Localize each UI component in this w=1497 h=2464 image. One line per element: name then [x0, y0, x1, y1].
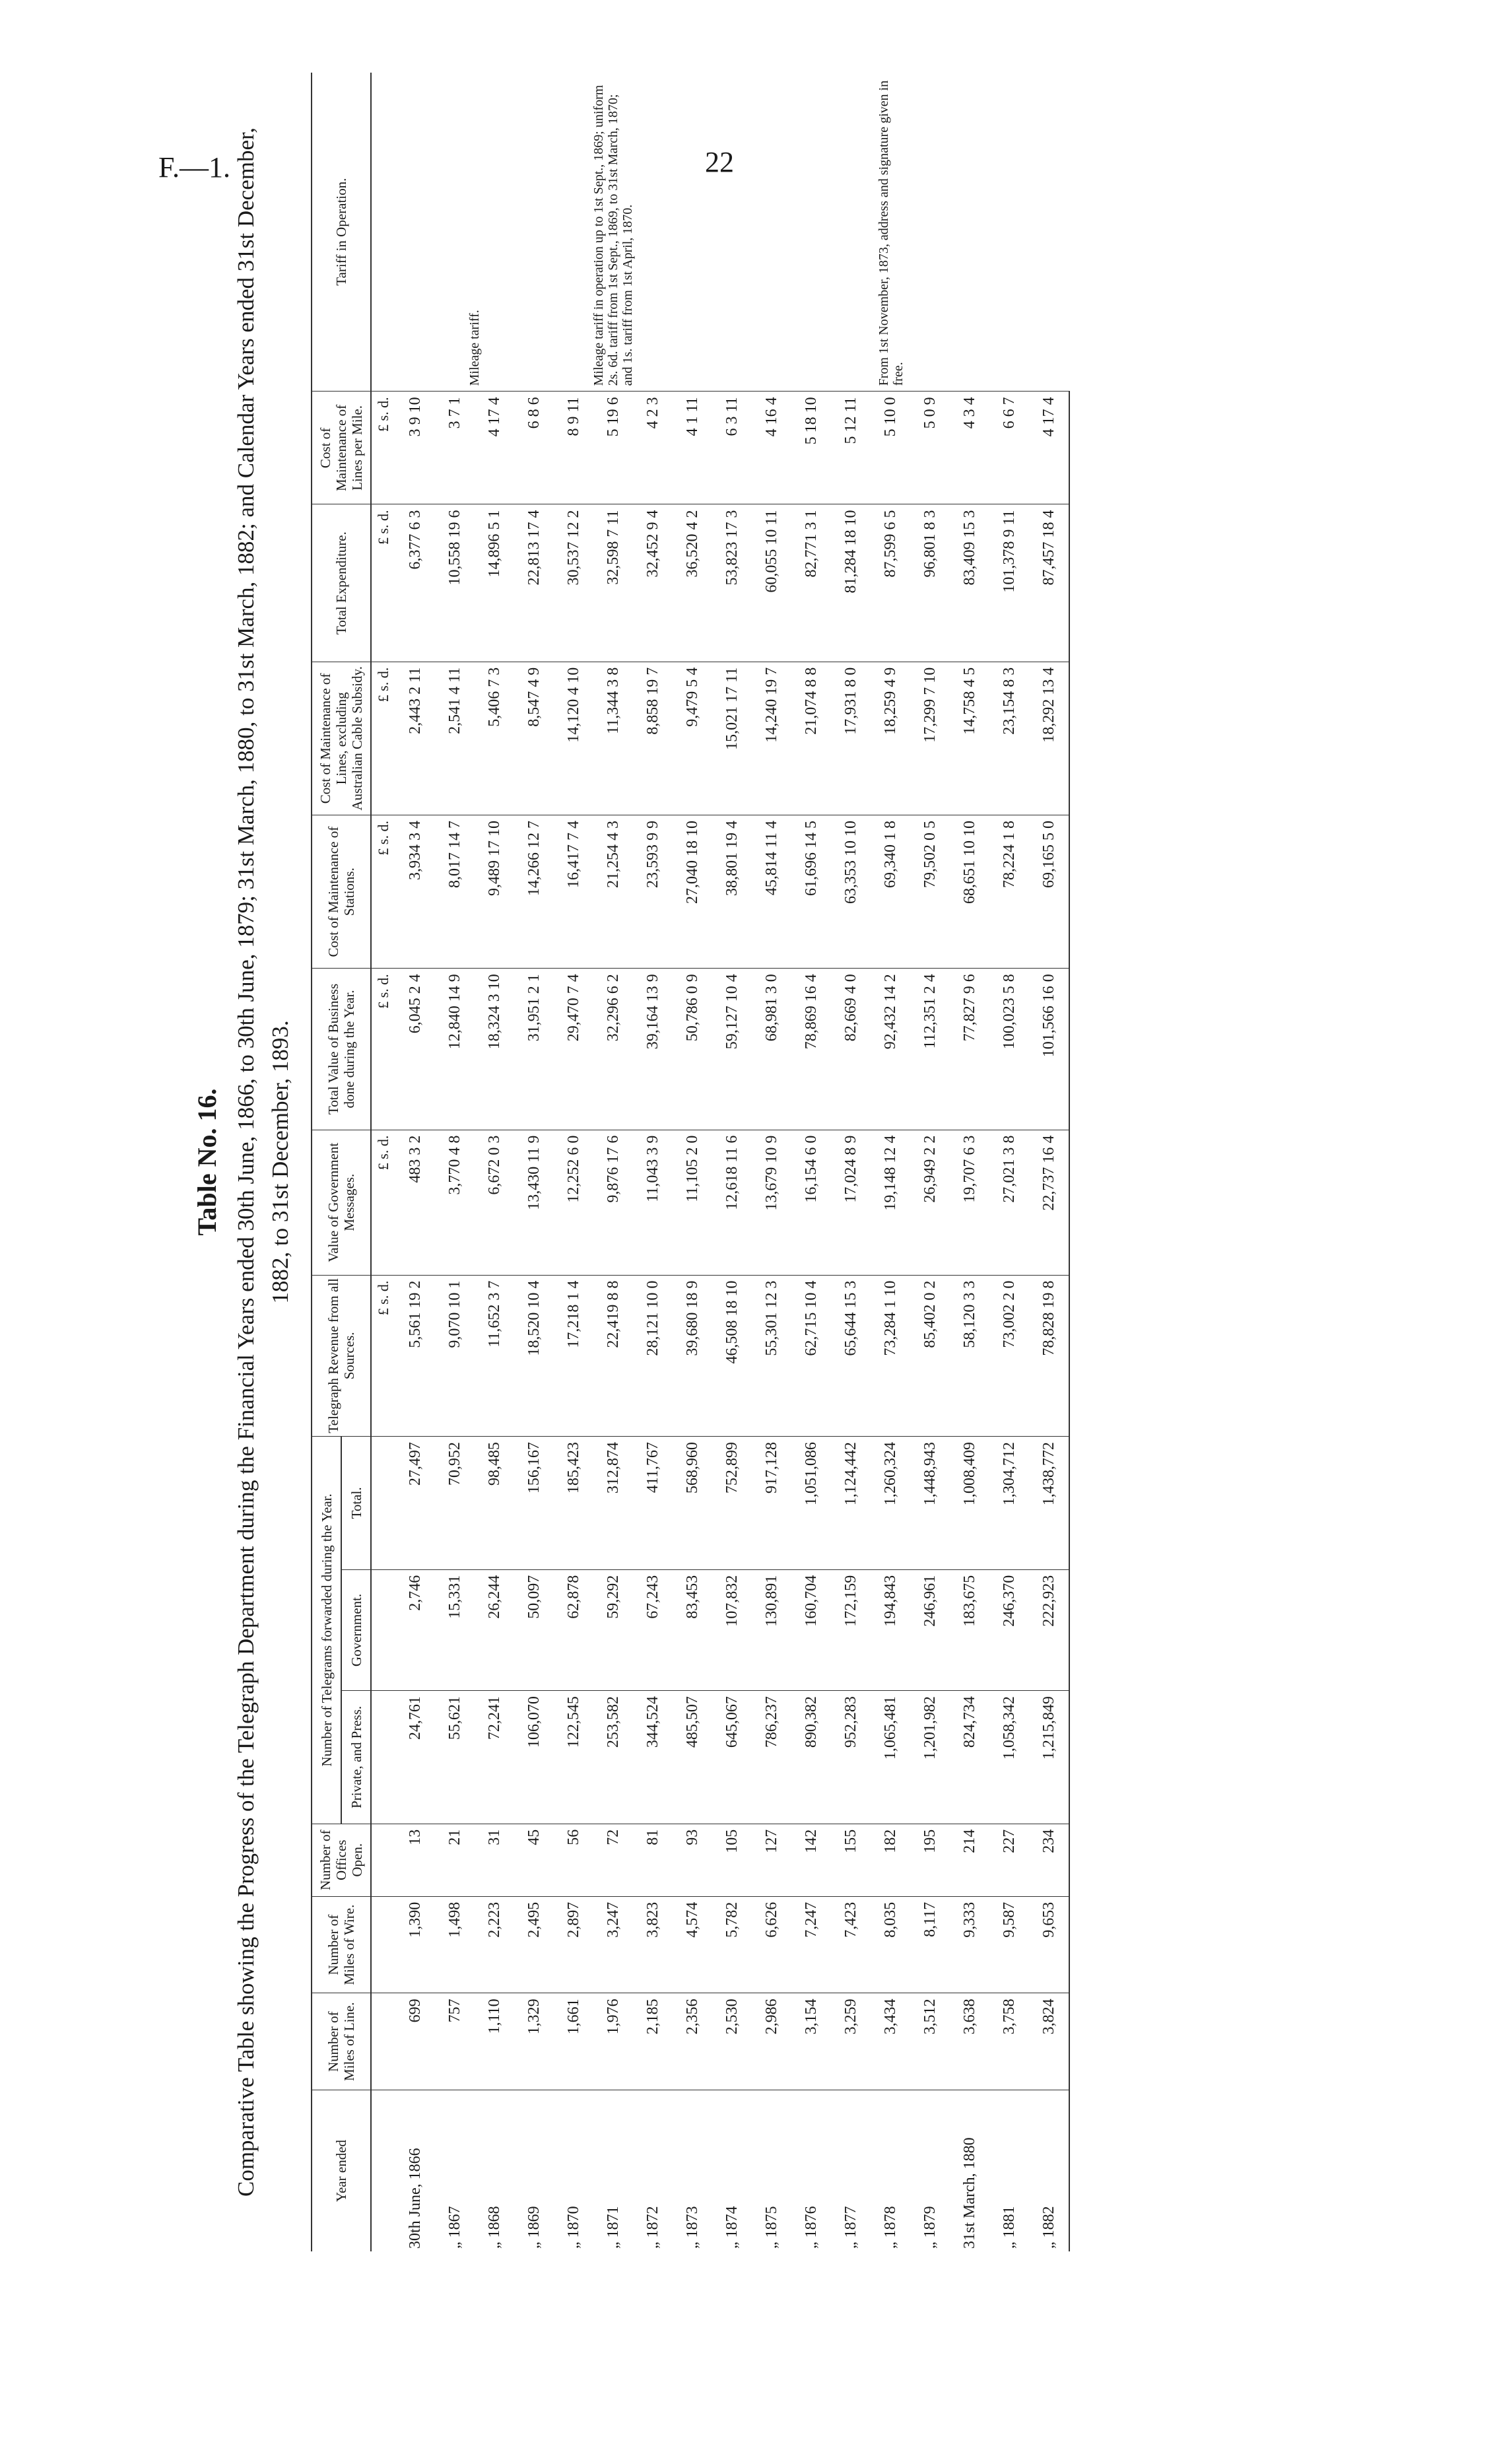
cell-miles-line: 699 [395, 1993, 435, 2090]
cell-miles-line: 2,986 [752, 1993, 791, 2090]
cell-lines: 23,154 8 3 [989, 662, 1029, 815]
table-row [395, 73, 435, 2251]
cell-expenditure: 53,823 17 3 [712, 504, 752, 662]
cell-year: „ 1871 [605, 2206, 622, 2249]
cell-revenue: 55,301 12 3 [752, 1275, 791, 1436]
cell-gov-messages: 16,154 6 0 [791, 1130, 831, 1275]
cell-stations: 69,340 1 8 [871, 815, 910, 969]
cell-per-mile: 5 19 6 [593, 392, 633, 504]
cell-business: 39,164 13 9 [633, 969, 673, 1130]
cell-per-mile: 5 10 0 [871, 392, 910, 504]
cell-revenue: 62,715 10 4 [791, 1275, 831, 1436]
col-tariff: Tariff in Operation. [312, 73, 371, 392]
cell-business: 12,840 14 9 [435, 969, 475, 1130]
cell-lines: 8,547 4 9 [514, 662, 554, 815]
tariff-note-free: From 1st November, 1873, address and signature given in free. [712, 73, 1069, 392]
cell-total: 1,124,442 [831, 1437, 871, 1570]
cell-stations: 61,696 14 5 [791, 815, 831, 969]
cell-stations: 63,353 10 10 [831, 815, 871, 969]
cell-business: 92,432 14 2 [871, 969, 910, 1130]
cell-gov-messages: 12,252 6 0 [554, 1130, 593, 1275]
cell-stations: 79,502 0 5 [910, 815, 950, 969]
cell-total: 917,128 [752, 1437, 791, 1570]
cell-total: 1,304,712 [989, 1437, 1029, 1570]
cell-lines: 14,758 4 5 [950, 662, 989, 815]
cell-per-mile: 4 2 3 [633, 392, 673, 504]
progress-table [311, 73, 1070, 2251]
col-expenditure: Total Expenditure. [312, 504, 371, 662]
cell-miles-wire: 2,223 [475, 1896, 514, 1993]
cell-miles-wire: 9,587 [989, 1896, 1029, 1993]
cell-miles-line: 2,185 [633, 1993, 673, 2090]
cell-gov-messages: 12,618 11 6 [712, 1130, 752, 1275]
cell-stations: 38,801 19 4 [712, 815, 752, 969]
col-miles-line: Number of Miles of Line. [312, 1993, 371, 2090]
table-row [910, 73, 950, 2251]
cell-revenue: 58,120 3 3 [950, 1275, 989, 1436]
cell-year: „ 1882 [1029, 2090, 1069, 2251]
cell-expenditure: 36,520 4 2 [673, 504, 712, 662]
cell-offices: 155 [831, 1824, 871, 1896]
cell-revenue: 46,508 18 10 [712, 1275, 752, 1436]
cell-business: 31,951 2 1 [514, 969, 554, 1130]
cell-stations: 78,224 1 8 [989, 815, 1029, 969]
cell-revenue: 78,828 19 8 [1029, 1275, 1069, 1436]
cell-government: 130,891 [752, 1569, 791, 1690]
cell-miles-line: 2,530 [712, 1993, 752, 2090]
cell-total: 1,448,943 [910, 1437, 950, 1570]
cell-private: 122,545 [554, 1691, 593, 1824]
cell-miles-wire: 9,333 [950, 1896, 989, 1993]
cell-stations: 21,254 4 3 [593, 815, 633, 969]
table-row [791, 73, 831, 2251]
col-gov-messages: Value of Government Messages. [312, 1130, 371, 1275]
table-row [554, 73, 593, 2251]
cell-offices: 105 [712, 1824, 752, 1896]
cell-expenditure: 87,599 6 5 [871, 504, 910, 662]
unit-gov-messages: £ s. d. [371, 1130, 395, 1275]
cell-miles-line: 1,661 [554, 1993, 593, 2090]
cell-business: 59,127 10 4 [712, 969, 752, 1130]
cell-miles-wire: 8,035 [871, 1896, 910, 1993]
cell-government: 62,878 [554, 1569, 593, 1690]
cell-offices: 81 [633, 1824, 673, 1896]
cell-private: 344,524 [633, 1691, 673, 1824]
cell-government: 26,244 [475, 1569, 514, 1690]
cell-expenditure: 96,801 8 3 [910, 504, 950, 662]
cell-total: 70,952 [435, 1437, 475, 1570]
tariff-note-blank [673, 73, 712, 392]
cell-offices: 234 [1029, 1824, 1069, 1896]
cell-per-mile: 4 3 4 [950, 392, 989, 504]
cell-offices: 45 [514, 1824, 554, 1896]
cell-miles-wire: 8,117 [910, 1896, 950, 1993]
cell-total: 1,051,086 [791, 1437, 831, 1570]
cell-expenditure: 101,378 9 11 [989, 504, 1029, 662]
cell-private: 1,058,342 [989, 1691, 1029, 1824]
cell-offices: 13 [395, 1824, 435, 1896]
cell-private: 253,582 [593, 1691, 633, 1824]
cell-total: 98,485 [475, 1437, 514, 1570]
cell-year: „ 1874 [723, 2206, 741, 2249]
cell-miles-wire: 1,390 [395, 1896, 435, 1993]
cell-year: „ 1867 [446, 2206, 463, 2249]
cell-expenditure: 60,055 10 11 [752, 504, 791, 662]
cell-business: 101,566 16 0 [1029, 969, 1069, 1130]
cell-per-mile: 8 9 11 [554, 392, 593, 504]
cell-revenue: 22,419 8 8 [593, 1275, 633, 1436]
cell-lines: 14,240 19 7 [752, 662, 791, 815]
document-reference: F.—1. [158, 151, 230, 184]
cell-miles-wire: 1,498 [435, 1896, 475, 1993]
cell-offices: 56 [554, 1824, 593, 1896]
rotated-table-block [191, 73, 1281, 2251]
cell-lines: 18,292 13 4 [1029, 662, 1069, 815]
cell-business: 82,669 4 0 [831, 969, 871, 1130]
cell-year: „ 1881 [1001, 2206, 1018, 2249]
cell-miles-line: 3,434 [871, 1993, 910, 2090]
cell-gov-messages: 13,679 10 9 [752, 1130, 791, 1275]
cell-year: „ 1868 [486, 2206, 503, 2249]
cell-miles-line: 757 [435, 1993, 475, 2090]
cell-per-mile: 6 6 7 [989, 392, 1029, 504]
cell-lines: 21,074 8 8 [791, 662, 831, 815]
cell-miles-line: 3,512 [910, 1993, 950, 2090]
cell-revenue: 18,520 10 4 [514, 1275, 554, 1436]
cell-miles-line: 3,259 [831, 1993, 871, 2090]
cell-lines: 11,344 3 8 [593, 662, 633, 815]
cell-revenue: 5,561 19 2 [395, 1275, 435, 1436]
cell-revenue: 11,652 3 7 [475, 1275, 514, 1436]
cell-government: 246,961 [910, 1569, 950, 1690]
cell-miles-wire: 2,495 [514, 1896, 554, 1993]
col-year: Year ended [312, 2090, 371, 2251]
cell-stations: 45,814 11 4 [752, 815, 791, 969]
cell-offices: 214 [950, 1824, 989, 1896]
cell-expenditure: 82,771 3 1 [791, 504, 831, 662]
col-offices: Number of Offices Open. [312, 1824, 371, 1896]
cell-lines: 2,541 4 11 [435, 662, 475, 815]
cell-revenue: 85,402 0 2 [910, 1275, 950, 1436]
cell-year: „ 1877 [842, 2206, 859, 2249]
cell-business: 29,470 7 4 [554, 969, 593, 1130]
cell-miles-wire: 4,574 [673, 1896, 712, 1993]
table-number: Table No. 16. [192, 1088, 222, 1236]
cell-per-mile: 6 3 11 [712, 392, 752, 504]
table-row [475, 73, 514, 2251]
col-telegrams-group: Number of Telegrams forwarded during the Year. [312, 1437, 341, 1824]
cell-miles-line: 1,329 [514, 1993, 554, 2090]
cell-per-mile: 4 1 11 [673, 392, 712, 504]
cell-total: 411,767 [633, 1437, 673, 1570]
cell-lines: 17,299 7 10 [910, 662, 950, 815]
table-title: Comparative Table showing the Progress of the Telegraph Department during the Financial Years ended 30th June, 1866, to 30th June, 1879; 31st March, 1880, to 31st March, 1882; and Calendar Years ended 31st December, 1882, to 31st December, 1893. [233, 127, 293, 2197]
cell-offices: 195 [910, 1824, 950, 1896]
cell-gov-messages: 9,876 17 6 [593, 1130, 633, 1275]
cell-private: 1,215,849 [1029, 1691, 1069, 1824]
cell-year: „ 1875 [763, 2206, 780, 2249]
cell-stations: 14,266 12 7 [514, 815, 554, 969]
col-lines: Cost of Maintenance of Lines, excluding Australian Cable Subsidy. [312, 662, 371, 815]
cell-business: 68,981 3 0 [752, 969, 791, 1130]
cell-year: „ 1879 [921, 2206, 939, 2249]
cell-stations: 3,934 3 4 [395, 815, 435, 969]
cell-lines: 2,443 2 11 [395, 662, 435, 815]
table-row [989, 73, 1029, 2251]
cell-expenditure: 10,558 19 6 [435, 504, 475, 662]
cell-total: 568,960 [673, 1437, 712, 1570]
table-row [435, 73, 475, 2251]
cell-government: 222,923 [1029, 1569, 1069, 1690]
cell-business: 18,324 3 10 [475, 969, 514, 1130]
table-row [752, 73, 791, 2251]
cell-year: 31st March, 1880 [961, 2137, 978, 2249]
cell-miles-wire: 2,897 [554, 1896, 593, 1993]
cell-gov-messages: 3,770 4 8 [435, 1130, 475, 1275]
table-row [673, 73, 712, 2251]
cell-miles-wire: 5,782 [712, 1896, 752, 1993]
cell-lines: 14,120 4 10 [554, 662, 593, 815]
cell-year: 30th June, 1866 [407, 2148, 424, 2249]
cell-offices: 127 [752, 1824, 791, 1896]
cell-total: 27,497 [395, 1437, 435, 1570]
cell-private: 952,283 [831, 1691, 871, 1824]
cell-total: 1,008,409 [950, 1437, 989, 1570]
cell-lines: 15,021 17 11 [712, 662, 752, 815]
cell-stations: 68,651 10 10 [950, 815, 989, 969]
cell-gov-messages: 26,949 2 2 [910, 1130, 950, 1275]
cell-per-mile: 3 9 10 [395, 392, 435, 504]
cell-government: 67,243 [633, 1569, 673, 1690]
cell-stations: 8,017 14 7 [435, 815, 475, 969]
col-government: Government. [341, 1569, 371, 1690]
cell-year: „ 1873 [684, 2206, 701, 2249]
cell-per-mile: 5 0 9 [910, 392, 950, 504]
cell-business: 78,869 16 4 [791, 969, 831, 1130]
col-total: Total. [341, 1437, 371, 1570]
cell-lines: 8,858 19 7 [633, 662, 673, 815]
cell-offices: 31 [475, 1824, 514, 1896]
tariff-note-mileage: Mileage tariff. [395, 73, 554, 392]
cell-business: 112,351 2 4 [910, 969, 950, 1130]
table-row [831, 73, 871, 2251]
cell-year: „ 1872 [644, 2206, 661, 2249]
col-revenue: Telegraph Revenue from all Sources. [312, 1275, 371, 1436]
cell-expenditure: 32,452 9 4 [633, 504, 673, 662]
table-row [1029, 73, 1069, 2251]
cell-government: 107,832 [712, 1569, 752, 1690]
cell-private: 1,201,982 [910, 1691, 950, 1824]
cell-business: 100,023 5 8 [989, 969, 1029, 1130]
cell-private: 1,065,481 [871, 1691, 910, 1824]
cell-total: 185,423 [554, 1437, 593, 1570]
table-row [950, 73, 989, 2251]
cell-expenditure: 6,377 6 3 [395, 504, 435, 662]
cell-year: „ 1878 [882, 2206, 899, 2249]
cell-revenue: 17,218 1 4 [554, 1275, 593, 1436]
cell-gov-messages: 19,707 6 3 [950, 1130, 989, 1275]
table-row [514, 73, 554, 2251]
col-private: Private, and Press. [341, 1691, 371, 1824]
cell-miles-wire: 3,823 [633, 1896, 673, 1993]
page-number: 22 [705, 146, 734, 178]
cell-per-mile: 5 12 11 [831, 392, 871, 504]
header-row [312, 73, 341, 2251]
cell-revenue: 65,644 15 3 [831, 1275, 871, 1436]
cell-offices: 93 [673, 1824, 712, 1896]
cell-gov-messages: 19,148 12 4 [871, 1130, 910, 1275]
cell-total: 1,260,324 [871, 1437, 910, 1570]
cell-offices: 21 [435, 1824, 475, 1896]
cell-offices: 227 [989, 1824, 1029, 1896]
cell-year: „ 1870 [565, 2206, 582, 2249]
cell-expenditure: 83,409 15 3 [950, 504, 989, 662]
cell-government: 50,097 [514, 1569, 554, 1690]
cell-government: 83,453 [673, 1569, 712, 1690]
table-row [593, 73, 633, 2251]
cell-government: 194,843 [871, 1569, 910, 1690]
cell-expenditure: 81,284 18 10 [831, 504, 871, 662]
cell-private: 824,734 [950, 1691, 989, 1824]
unit-expenditure: £ s. d. [371, 504, 395, 662]
cell-per-mile: 4 17 4 [1029, 392, 1069, 504]
cell-gov-messages: 483 3 2 [395, 1130, 435, 1275]
cell-revenue: 28,121 10 0 [633, 1275, 673, 1436]
cell-private: 55,621 [435, 1691, 475, 1824]
cell-gov-messages: 17,024 8 9 [831, 1130, 871, 1275]
cell-miles-line: 2,356 [673, 1993, 712, 2090]
cell-revenue: 73,284 1 10 [871, 1275, 910, 1436]
cell-private: 786,237 [752, 1691, 791, 1824]
cell-miles-line: 1,976 [593, 1993, 633, 2090]
cell-private: 72,241 [475, 1691, 514, 1824]
cell-total: 156,167 [514, 1437, 554, 1570]
cell-lines: 18,259 4 9 [871, 662, 910, 815]
cell-year: „ 1876 [803, 2206, 820, 2249]
cell-stations: 23,593 9 9 [633, 815, 673, 969]
cell-offices: 72 [593, 1824, 633, 1896]
cell-offices: 142 [791, 1824, 831, 1896]
table-row [712, 73, 752, 2251]
cell-miles-wire: 7,423 [831, 1896, 871, 1993]
cell-lines: 9,479 5 4 [673, 662, 712, 815]
cell-private: 24,761 [395, 1691, 435, 1824]
cell-expenditure: 87,457 18 4 [1029, 504, 1069, 662]
col-business: Total Value of Business done during the Year. [312, 969, 371, 1130]
cell-miles-line: 3,154 [791, 1993, 831, 2090]
cell-per-mile: 5 18 10 [791, 392, 831, 504]
cell-private: 485,507 [673, 1691, 712, 1824]
cell-stations: 16,417 7 4 [554, 815, 593, 969]
cell-government: 2,746 [395, 1569, 435, 1690]
cell-gov-messages: 11,105 2 0 [673, 1130, 712, 1275]
cell-lines: 17,931 8 0 [831, 662, 871, 815]
cell-gov-messages: 6,672 0 3 [475, 1130, 514, 1275]
cell-total: 752,899 [712, 1437, 752, 1570]
cell-gov-messages: 11,043 3 9 [633, 1130, 673, 1275]
cell-expenditure: 32,598 7 11 [593, 504, 633, 662]
cell-gov-messages: 27,021 3 8 [989, 1130, 1029, 1275]
cell-per-mile: 4 16 4 [752, 392, 791, 504]
cell-private: 645,067 [712, 1691, 752, 1824]
table-row [871, 73, 910, 2251]
cell-miles-line: 1,110 [475, 1993, 514, 2090]
unit-revenue: £ s. d. [371, 1275, 395, 1436]
cell-total: 312,874 [593, 1437, 633, 1570]
cell-miles-wire: 9,653 [1029, 1896, 1069, 1993]
cell-expenditure: 30,537 12 2 [554, 504, 593, 662]
cell-stations: 27,040 18 10 [673, 815, 712, 969]
cell-government: 183,675 [950, 1569, 989, 1690]
cell-miles-wire: 7,247 [791, 1896, 831, 1993]
col-per-mile: Cost of Maintenance of Lines per Mile. [312, 392, 371, 504]
unit-business: £ s. d. [371, 969, 395, 1130]
cell-business: 50,786 0 9 [673, 969, 712, 1130]
cell-stations: 69,165 5 0 [1029, 815, 1069, 969]
cell-gov-messages: 22,737 16 4 [1029, 1130, 1069, 1275]
cell-expenditure: 22,813 17 4 [514, 504, 554, 662]
cell-miles-line: 3,824 [1029, 1993, 1069, 2090]
units-row [371, 73, 395, 2251]
cell-miles-line: 3,758 [989, 1993, 1029, 2090]
cell-year: „ 1869 [525, 2206, 543, 2249]
cell-government: 15,331 [435, 1569, 475, 1690]
cell-government: 172,159 [831, 1569, 871, 1690]
cell-private: 106,070 [514, 1691, 554, 1824]
table-row [633, 73, 673, 2251]
unit-per-mile: £ s. d. [371, 392, 395, 504]
cell-gov-messages: 13,430 11 9 [514, 1130, 554, 1275]
cell-revenue: 39,680 18 9 [673, 1275, 712, 1436]
cell-revenue: 9,070 10 1 [435, 1275, 475, 1436]
cell-business: 6,045 2 4 [395, 969, 435, 1130]
cell-government: 160,704 [791, 1569, 831, 1690]
cell-government: 246,370 [989, 1569, 1029, 1690]
cell-expenditure: 14,896 5 1 [475, 504, 514, 662]
cell-offices: 182 [871, 1824, 910, 1896]
cell-per-mile: 4 17 4 [475, 392, 514, 504]
cell-stations: 9,489 17 10 [475, 815, 514, 969]
unit-lines: £ s. d. [371, 662, 395, 815]
cell-miles-line: 3,638 [950, 1993, 989, 2090]
cell-lines: 5,406 7 3 [475, 662, 514, 815]
col-stations: Cost of Maintenance of Stations. [312, 815, 371, 969]
cell-miles-wire: 3,247 [593, 1896, 633, 1993]
unit-stations: £ s. d. [371, 815, 395, 969]
cell-per-mile: 6 8 6 [514, 392, 554, 504]
col-miles-wire: Number of Miles of Wire. [312, 1896, 371, 1993]
tariff-note-uniform: Mileage tariff in operation up to 1st Sept., 1869; uniform 2s. 6d. tariff from 1st Sept., 1869, to 31st March, 1870; and 1s. tariff from 1st April, 1870. [554, 73, 673, 392]
cell-total: 1,438,772 [1029, 1437, 1069, 1570]
cell-private: 890,382 [791, 1691, 831, 1824]
cell-government: 59,292 [593, 1569, 633, 1690]
table-body [371, 73, 1069, 2251]
cell-business: 77,827 9 6 [950, 969, 989, 1130]
cell-revenue: 73,002 2 0 [989, 1275, 1029, 1436]
cell-per-mile: 3 7 1 [435, 392, 475, 504]
cell-miles-wire: 6,626 [752, 1896, 791, 1993]
cell-business: 32,296 6 2 [593, 969, 633, 1130]
